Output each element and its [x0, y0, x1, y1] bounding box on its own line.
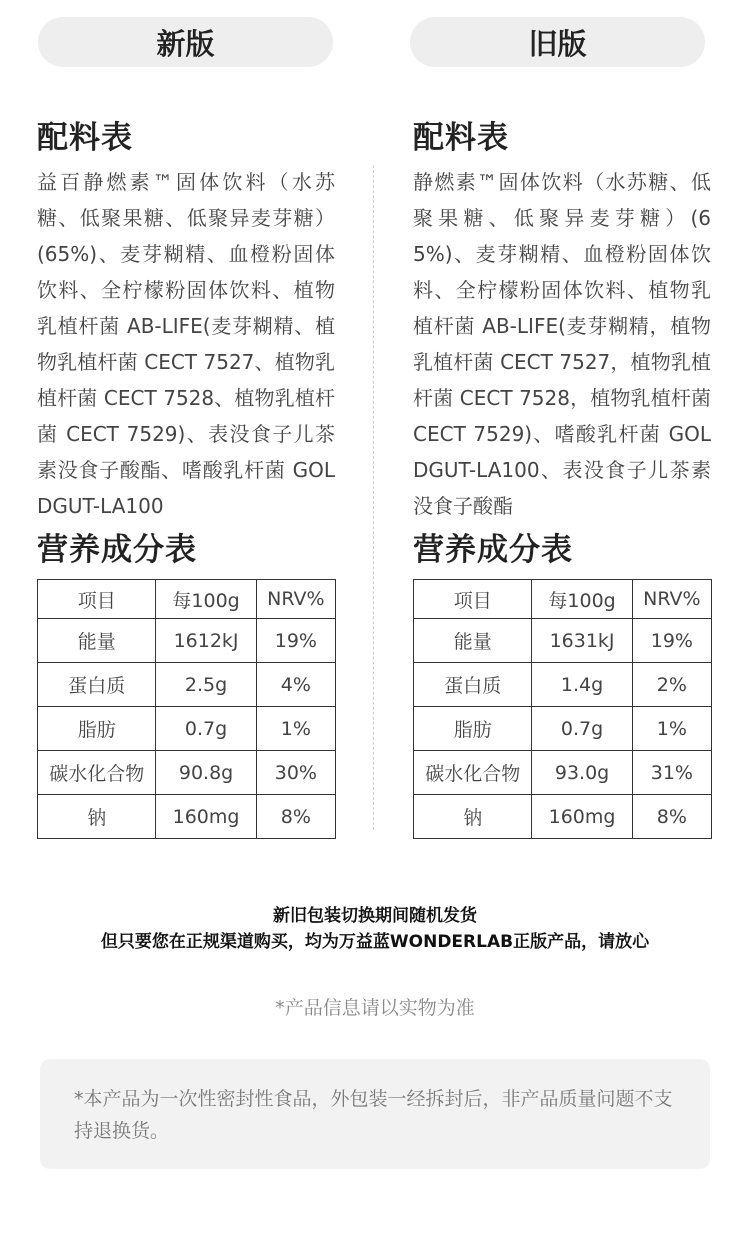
- table-cell: 0.7g: [532, 707, 632, 751]
- table-cell: 19%: [256, 619, 335, 663]
- table-cell: 1%: [632, 707, 711, 751]
- table-row: [414, 751, 712, 795]
- table-cell: 4%: [256, 663, 335, 707]
- table-cell: 1%: [256, 707, 335, 751]
- table-cell: 2%: [632, 663, 711, 707]
- table-cell: 钠: [414, 795, 532, 839]
- table-cell: 0.7g: [156, 707, 256, 751]
- table-row: [414, 707, 712, 751]
- return-policy-text: *本产品为一次性密封性食品，外包装一经拆封后，非产品质量问题不支持退换货。: [74, 1088, 673, 1142]
- table-row: [38, 663, 336, 707]
- table-cell: 1.4g: [532, 663, 632, 707]
- table-row: [38, 751, 336, 795]
- header-nrv: NRV%: [632, 580, 711, 619]
- table-cell: 31%: [632, 751, 711, 795]
- table-cell: 90.8g: [156, 751, 256, 795]
- nutrition-table: [37, 579, 336, 839]
- disclaimer-text: *产品信息请以实物为准: [275, 997, 475, 1019]
- ingredients-text: 静燃素™固体饮料（水苏糖、低聚果糖、低聚异麦芽糖）(65%)、麦芽糊精、血橙粉固体饮料、全柠檬粉固体饮料、植物乳植杆菌 AB-LIFE(麦芽糊精，植物乳植杆菌 CECT 7527，植物乳植杆菌 CECT 7528，植物乳植杆菌 CECT 7529)、嗜酸乳杆菌 GOLDGUT-LA100、表没食子儿茶素没食子酸酯: [413, 170, 711, 518]
- table-cell: 160mg: [532, 795, 632, 839]
- new-version-label: 新版: [38, 17, 333, 67]
- nutrition-title: 营养成分表: [37, 532, 197, 568]
- table-cell: 碳水化合物: [38, 751, 156, 795]
- table-row: [38, 707, 336, 751]
- table-header-row: [414, 580, 712, 619]
- header-per100g: 每100g: [532, 580, 632, 619]
- table-cell: 钠: [38, 795, 156, 839]
- column-divider: [373, 165, 374, 830]
- table-cell: 8%: [632, 795, 711, 839]
- ingredients-title: 配料表: [413, 120, 509, 156]
- nutrition-table: [413, 579, 712, 839]
- table-cell: 19%: [632, 619, 711, 663]
- table-cell: 1631kJ: [532, 619, 632, 663]
- table-header-row: [38, 580, 336, 619]
- old-version-label: 旧版: [410, 17, 705, 67]
- return-policy-box: [40, 1059, 710, 1169]
- table-row: [414, 795, 712, 839]
- table-row: [414, 619, 712, 663]
- table-cell: 脂肪: [38, 707, 156, 751]
- table-cell: 1612kJ: [156, 619, 256, 663]
- table-cell: 碳水化合物: [414, 751, 532, 795]
- table-cell: 93.0g: [532, 751, 632, 795]
- table-row: [38, 619, 336, 663]
- header-nrv: NRV%: [256, 580, 335, 619]
- header-item: 项目: [414, 580, 532, 619]
- table-cell: 蛋白质: [414, 663, 532, 707]
- table-cell: 30%: [256, 751, 335, 795]
- ingredients-text: 益百静燃素™固体饮料（水苏糖、低聚果糖、低聚异麦芽糖）(65%)、麦芽糊精、血橙粉固体饮料、全柠檬粉固体饮料、植物乳植杆菌 AB-LIFE(麦芽糊精、植物乳植杆菌 CECT 7527、植物乳植杆菌 CECT 7528、植物乳植杆菌 CECT 7529)、表没食子儿茶素没食子酸酯、嗜酸乳杆菌 GOLDGUT-LA100: [37, 170, 335, 518]
- table-cell: 脂肪: [414, 707, 532, 751]
- notice-line-2: 但只要您在正规渠道购买，均为万益蓝WONDERLAB正版产品，请放心: [100, 932, 650, 952]
- table-cell: 160mg: [156, 795, 256, 839]
- table-cell: 蛋白质: [38, 663, 156, 707]
- table-row: [414, 663, 712, 707]
- table-cell: 能量: [414, 619, 532, 663]
- header-item: 项目: [38, 580, 156, 619]
- table-cell: 8%: [256, 795, 335, 839]
- notice-line-1: 新旧包装切换期间随机发货: [273, 906, 477, 926]
- table-cell: 2.5g: [156, 663, 256, 707]
- table-row: [38, 795, 336, 839]
- header-per100g: 每100g: [156, 580, 256, 619]
- table-cell: 能量: [38, 619, 156, 663]
- nutrition-title: 营养成分表: [413, 532, 573, 568]
- packaging-notice: [0, 903, 750, 955]
- ingredients-title: 配料表: [37, 120, 133, 156]
